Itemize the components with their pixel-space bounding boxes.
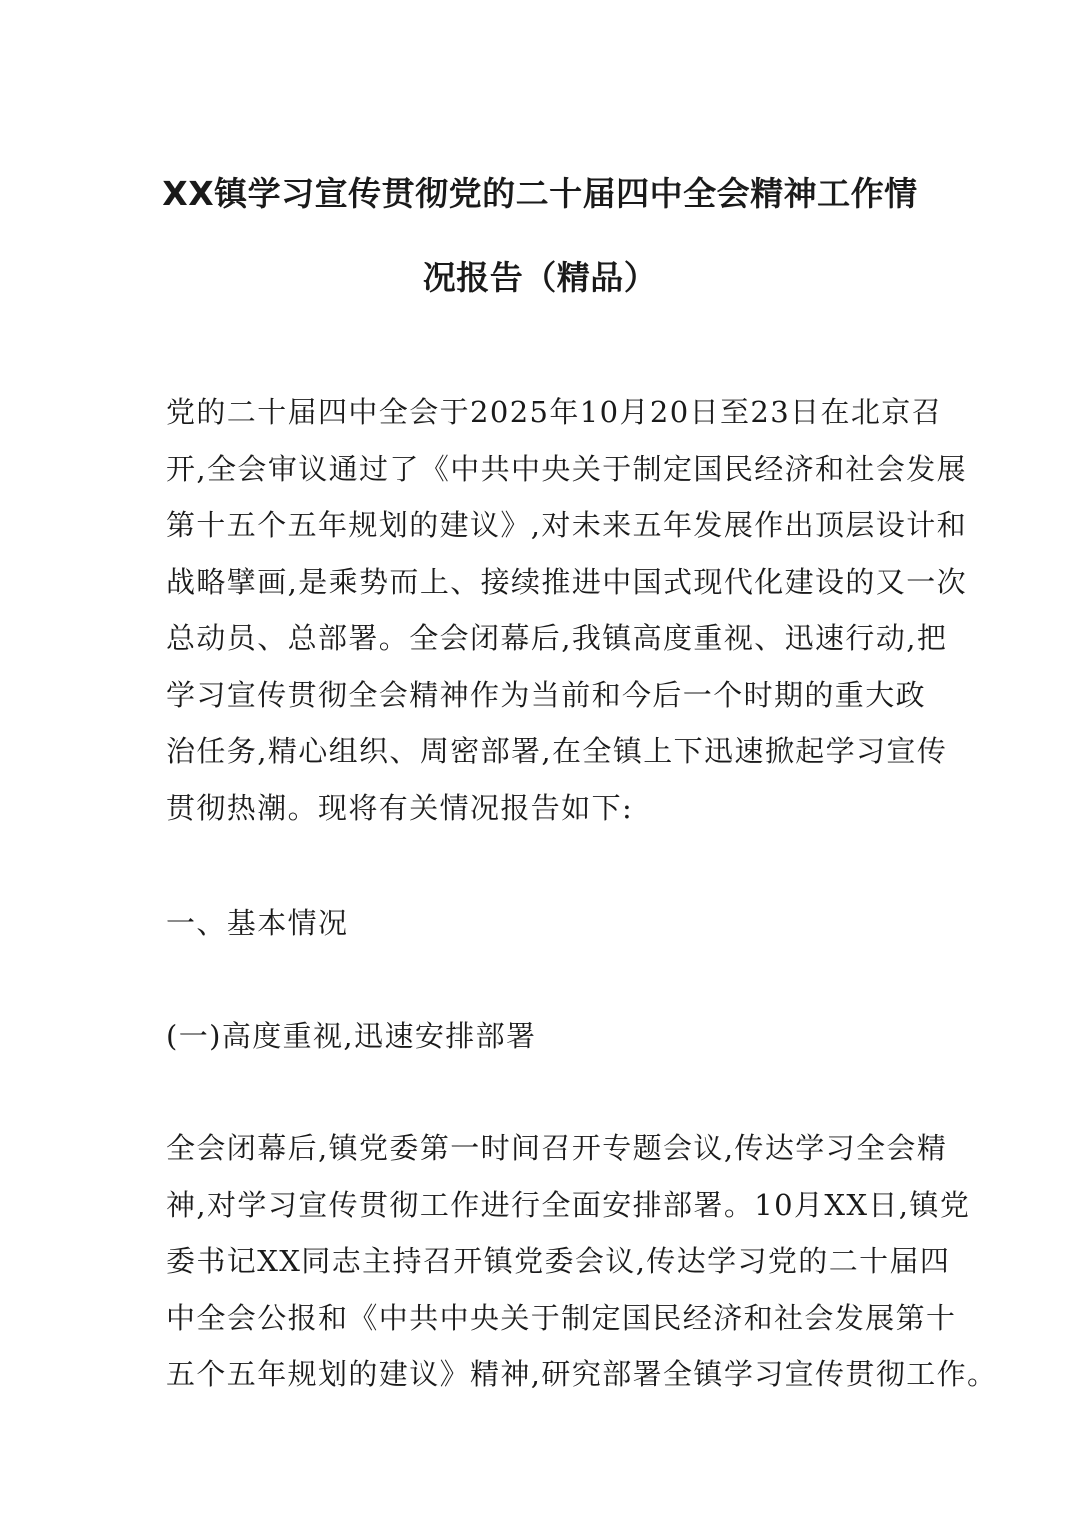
text-line: 开,全会审议通过了《中共中央关于制定国民经济和社会发展 — [166, 451, 968, 486]
text-line: 治任务,精心组织、周密部署,在全镇上下迅速掀起学习宣传 — [166, 734, 948, 768]
text-line: 学习宣传贯彻全会精神作为当前和今后一个时期的重大政 — [166, 677, 927, 712]
text-line: 第十五个五年规划的建议》,对未来五年发展作出顶层设计和 — [166, 508, 968, 542]
text-line: 贯彻热潮。现将有关情况报告如下: — [166, 790, 634, 825]
section-heading — [166, 895, 926, 952]
text-line: 党的二十届四中全会于2025年10月20日至23日在北京召 — [166, 395, 943, 429]
text-line: 委书记XX同志主持召开镇党委会议,传达学习党的二十届四 — [166, 1244, 951, 1278]
intro-paragraph — [166, 384, 968, 836]
document-title — [140, 152, 940, 320]
subsection-heading-text: (一)高度重视,迅速安排部署 — [166, 1019, 537, 1053]
text-line: 中全会公报和《中共中央关于制定国民经济和社会发展第十 — [166, 1300, 957, 1335]
section-heading-text: 一、基本情况 — [166, 906, 349, 940]
text-line: 五个五年规划的建议》精神,研究部署全镇学习宣传贯彻工作。 — [166, 1357, 998, 1391]
title-line-1: XX镇学习宣传贯彻党的二十届四中全会精神工作情 — [162, 174, 918, 213]
text-line: 神,对学习宣传贯彻工作进行全面安排部署。10月XX日,镇党 — [166, 1187, 971, 1222]
section-paragraph — [166, 1120, 998, 1403]
text-line: 总动员、总部署。全会闭幕后,我镇高度重视、迅速行动,把 — [166, 621, 948, 655]
text-line: 战略擘画,是乘势而上、接续推进中国式现代化建设的又一次 — [166, 564, 968, 599]
text-line: 全会闭幕后,镇党委第一时间召开专题会议,传达学习全会精 — [166, 1131, 948, 1165]
subsection-heading — [166, 1008, 926, 1065]
title-line-2: 况报告（精品） — [422, 258, 658, 297]
